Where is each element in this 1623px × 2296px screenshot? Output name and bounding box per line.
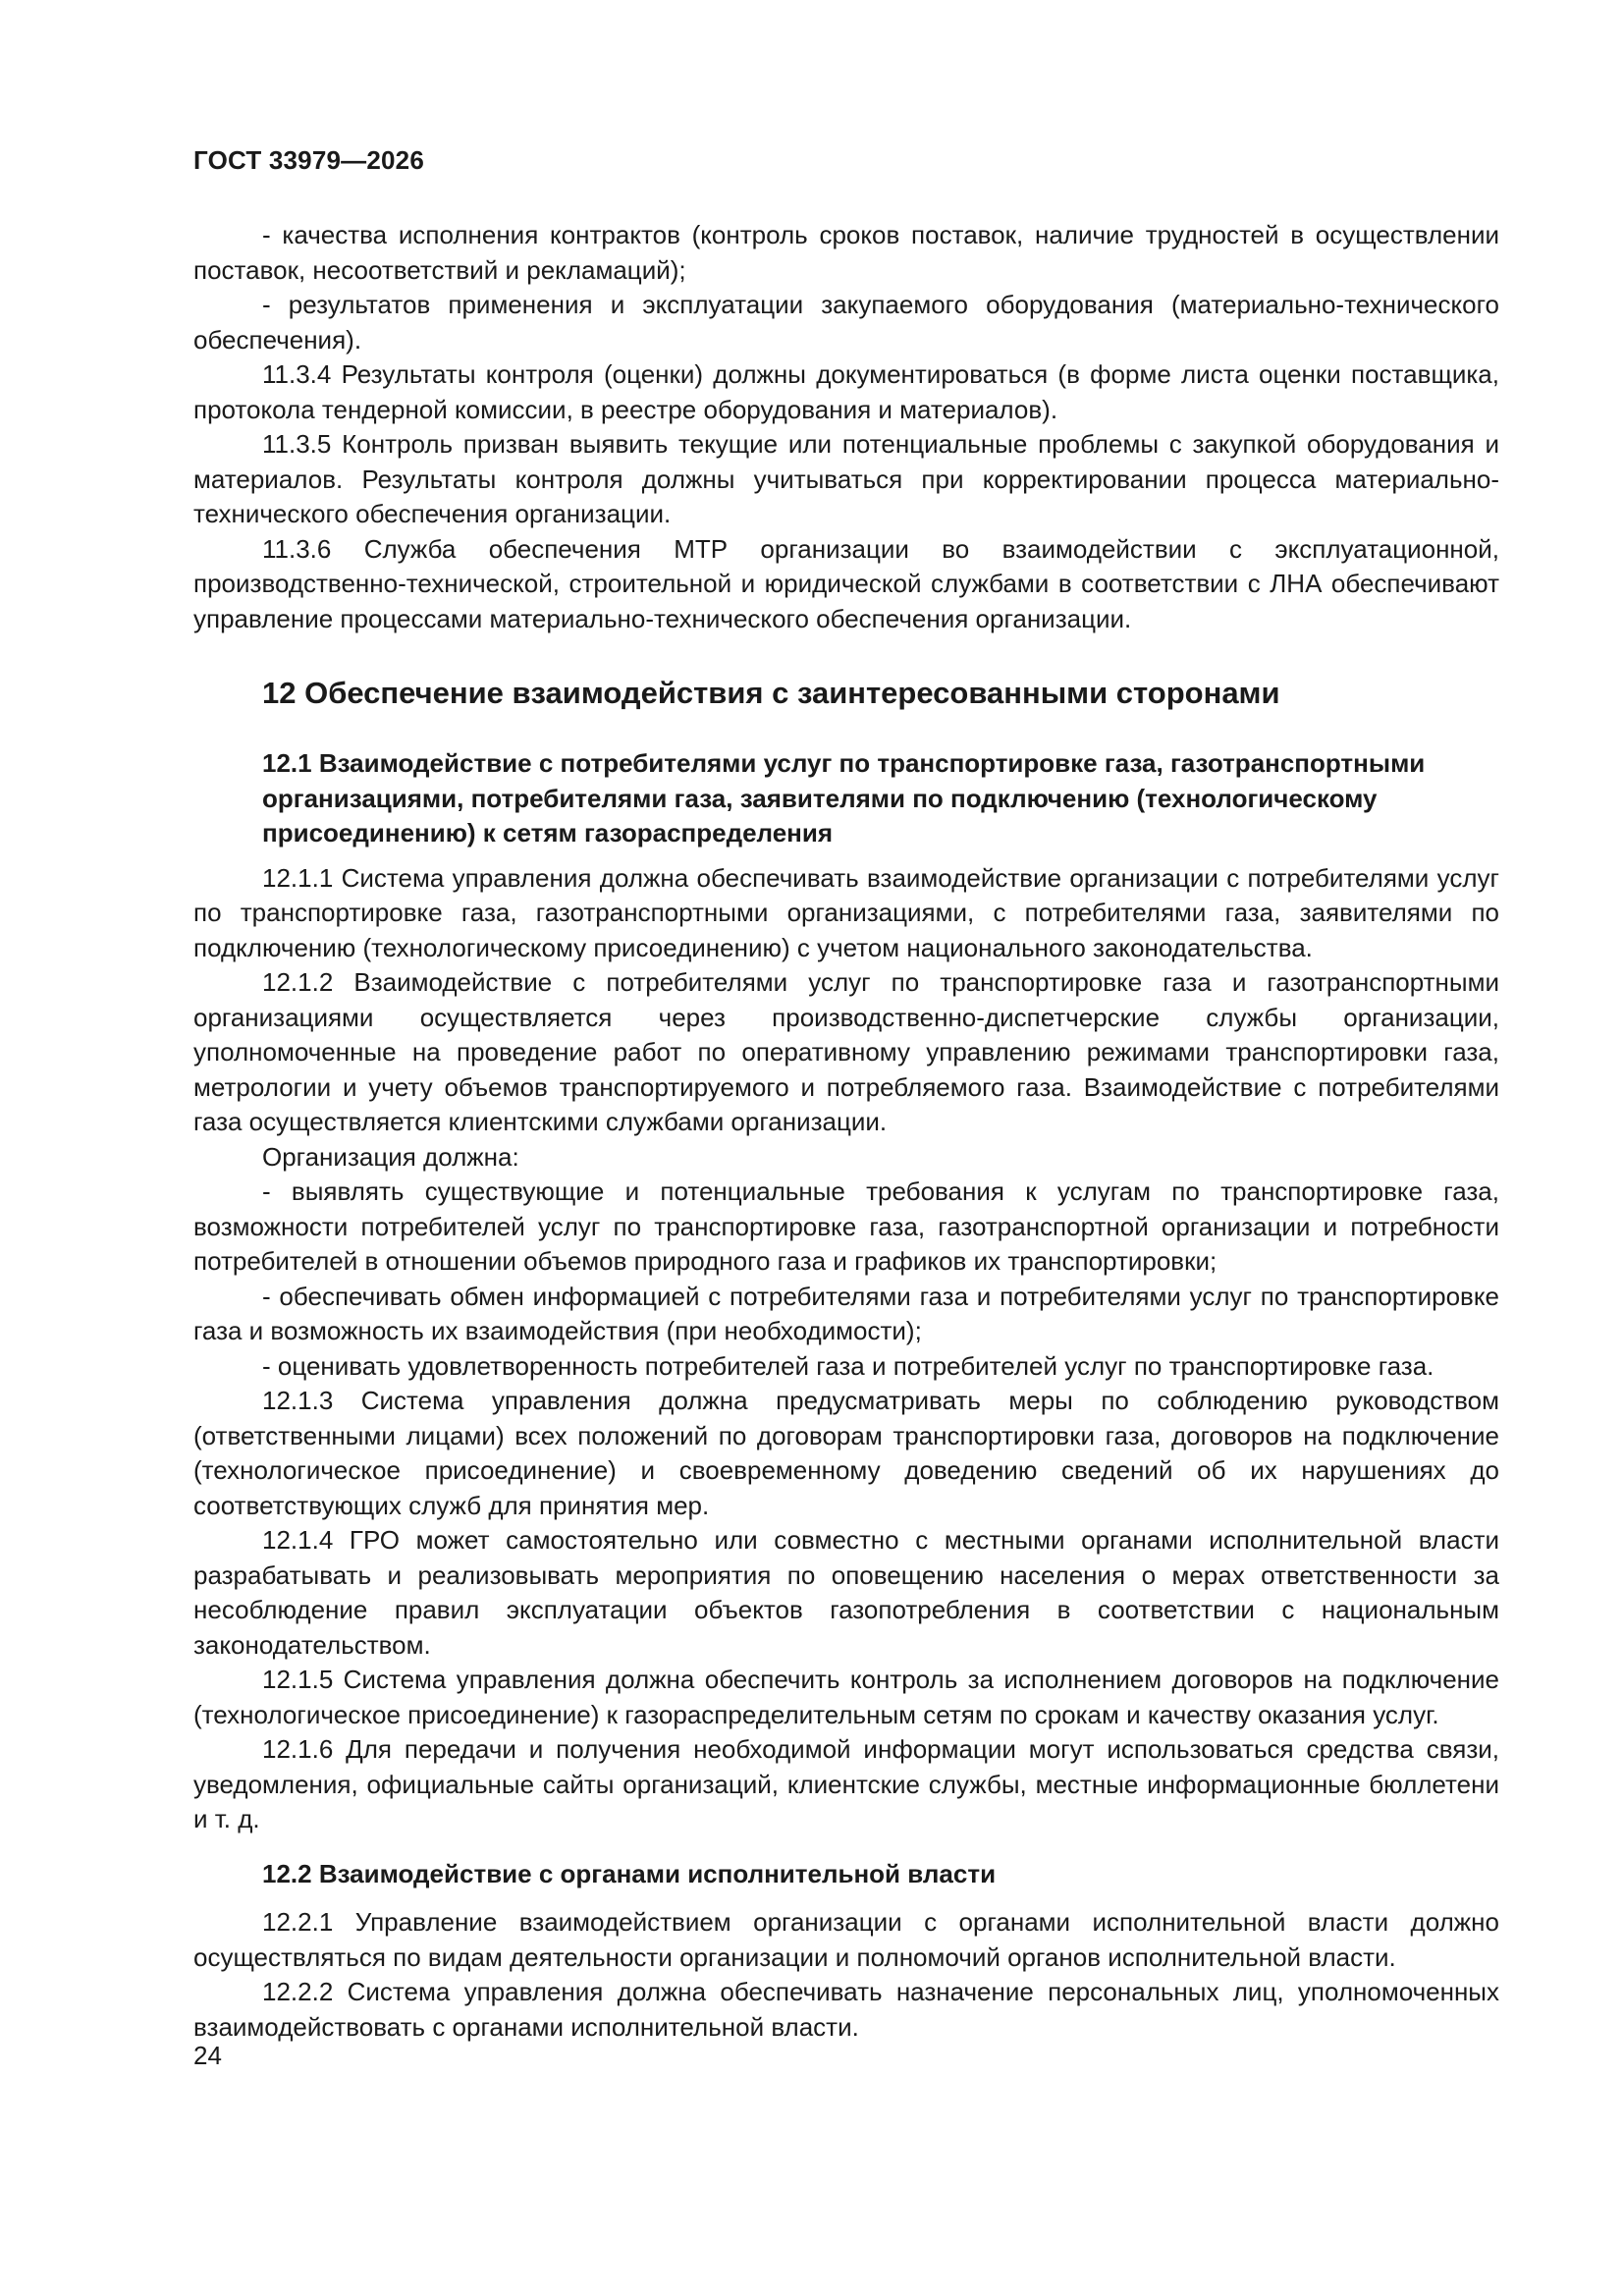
paragraph: 12.1.5 Система управления должна обеспечить контроль за исполнением договоров на подключение (технологическое присоединение) к газораспределительным сетям по срокам и качеству оказания услуг. bbox=[193, 1665, 1499, 1729]
list-item: - выявлять существующие и потенциальные требования к услугам по транспортировке газа, возможности потребителей услуг по транспортировке газа, газотранспортной организации и потребности потребителей в отношении объемов природного газа и графиков их транспортировки; bbox=[193, 1176, 1499, 1276]
subsection-heading: 12.2 Взаимодействие с органами исполнительной власти bbox=[262, 1858, 997, 1888]
paragraph: 12.2.2 Система управления должна обеспечивать назначение персональных лиц, уполномоченных взаимодействовать с органами исполнительной власти. bbox=[193, 1977, 1499, 2042]
paragraph: 12.1.2 Взаимодействие с потребителями услуг по транспортировке газа и газотранспортными организациями осуществляется через производственно-диспетчерские службы организации, уполномоченные на проведение работ по оперативному управлению режимами транспортировки газа, метрологии и учету объемов транспортируемого и потребляемого газа. Взаимодействие с потребителями газа осуществляется клиентскими службами организации. bbox=[193, 967, 1499, 1136]
paragraph: 12.1.3 Система управления должна предусматривать меры по соблюдению руководством (ответственными лицами) всех положений по договорам транспортировки газа, договоров на подключение (технологическое присоединение) и своевременному доведению сведений об их нарушениях до соответствующих служб для принятия мер. bbox=[193, 1386, 1499, 1520]
paragraph: 12.1.4 ГРО может самостоятельно или совместно с местными органами исполнительной власти разрабатывать и реализовывать мероприятия по оповещению населения о мерах ответственности за несоблюдение правил эксплуатации объектов газопотребления в соответствии с национальным законодательством. bbox=[193, 1525, 1499, 1660]
paragraph: 12.2.1 Управление взаимодействием организации с органами исполнительной власти должно осуществляться по видам деятельности организации и полномочий органов исполнительной власти. bbox=[193, 1907, 1499, 1972]
list-item: - обеспечивать обмен информацией с потребителями газа и потребителями услуг по транспортировке газа и возможность их взаимодействия (при необходимости); bbox=[193, 1281, 1499, 1345]
paragraph: 12.1.6 Для передачи и получения необходимой информации могут использоваться средства связи, уведомления, официальные сайты организаций, клиентские службы, местные информационные бюллетени и т. д. bbox=[193, 1734, 1499, 1833]
list-item: - оценивать удовлетворенность потребителей газа и потребителей услуг по транспортировке газа. bbox=[262, 1350, 1434, 1381]
document-header-id: ГОСТ 33979—2026 bbox=[193, 145, 424, 175]
paragraph: - результатов применения и эксплуатации закупаемого оборудования (материально-технического обеспечения). bbox=[193, 290, 1499, 355]
subsection-heading: 12.1 Взаимодействие с потребителями услуг по транспортировке газа, газотранспортными организациями, потребителями газа, заявителями по подключению (технологическому присоединению) к сетям газораспределения bbox=[262, 748, 1426, 847]
paragraph: Организация должна: bbox=[262, 1141, 519, 1172]
section-heading: 12 Обеспечение взаимодействия с заинтересованными сторонами bbox=[262, 676, 1280, 710]
paragraph: 12.1.1 Система управления должна обеспечивать взаимодействие организации с потребителями услуг по транспортировке газа, газотранспортными организациями, с потребителями газа, заявителями по подключению (технологическому присоединению) с учетом национального законодательства. bbox=[193, 862, 1499, 962]
paragraph: 11.3.4 Результаты контроля (оценки) должны документироваться (в форме листа оценки поставщика, протокола тендерной комиссии, в реестре оборудования и материалов). bbox=[193, 359, 1499, 424]
paragraph: 11.3.5 Контроль призван выявить текущие или потенциальные проблемы с закупкой оборудования и материалов. Результаты контроля должны учитываться при корректировании процесса материально-технического обеспечения организации. bbox=[193, 429, 1499, 528]
paragraph: 11.3.6 Служба обеспечения МТР организации во взаимодействии с эксплуатационной, производственно-технической, строительной и юридической службами в соответствии с ЛНА обеспечивают управление процессами материально-технического обеспечения организации. bbox=[193, 533, 1499, 633]
paragraph: - качества исполнения контрактов (контроль сроков поставок, наличие трудностей в осуществлении поставок, несоответствий и рекламаций); bbox=[193, 220, 1499, 285]
page-number: 24 bbox=[193, 2041, 222, 2070]
document-body bbox=[193, 218, 1499, 2045]
